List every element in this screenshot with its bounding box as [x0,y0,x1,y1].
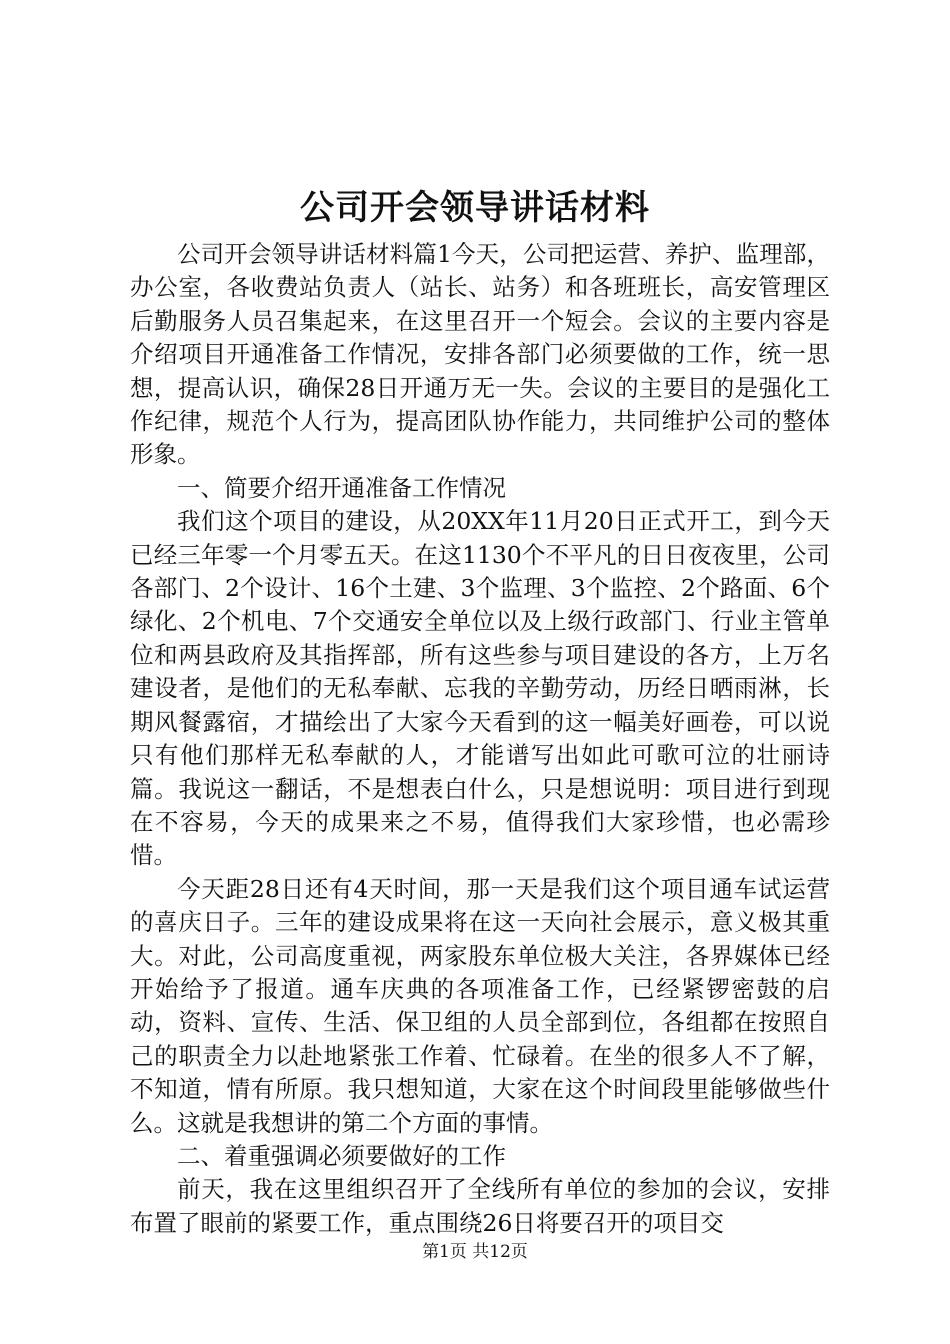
section-heading-1: 一、简要介绍开通准备工作情况 [177,473,506,502]
section-heading-2: 二、着重强调必须要做好的工作 [177,1141,506,1170]
document-body [130,238,830,1240]
paragraph-opening-prep: 今天距28日还有4天时间，那一天是我们这个项目通车试运营的喜庆日子。三年的建设成果将在这一天向社会展示，意义极其重大。对此，公司高度重视，两家股东单位极大关注，各界媒体已经开始给予了报道。通车庆典的各项准备工作，已经紧锣密鼓的启动，资料、宣传、生活、保卫组的人员全部到位，各组都在按照自己的职责全力以赴地紧张工作着、忙碌着。在坐的很多人不了解，不知道，情有所原。我只想知道，大家在这个时间段里能够做些什么。这就是我想讲的第二个方面的事情。 [130,874,830,1137]
paragraph-project-history: 我们这个项目的建设，从20XX年11月20日正式开工，到今天已经三年零一个月零五天。在这1130个不平凡的日日夜夜里，公司各部门、2个设计、16个土建、3个监理、3个监控、2个路面、6个绿化、2个机电、7个交通安全单位以及上级行政部门、行业主管单位和两县政府及其指挥部，所有这些参与项目建设的各方，上万名建设者，是他们的无私奉献、忘我的辛勤劳动，历经日晒雨淋，长期风餐露宿，才描绘出了大家今天看到的这一幅美好画卷，可以说只有他们那样无私奉献的人，才能谱写出如此可歌可泣的壮丽诗篇。我说这一翻话，不是想表白什么，只是想说明：项目进行到现在不容易，今天的成果来之不易，值得我们大家珍惜，也必需珍惜。 [130,507,830,870]
paragraph-intro: 公司开会领导讲话材料篇1今天，公司把运营、养护、监理部，办公室，各收费站负责人（站长、站务）和各班班长，高安管理区后勤服务人员召集起来，在这里召开一个短会。会议的主要内容是介绍项目开通准备工作情况，安排各部门必须要做的工作，统一思想，提高认识，确保28日开通万无一失。会议的主要目的是强化工作纪律，规范个人行为，提高团队协作能力，共同维护公司的整体形象。 [130,240,830,469]
page-number-footer: 第1页 共12页 [422,1242,528,1262]
paragraph-meeting-arrangement: 前天，我在这里组织召开了全线所有单位的参加的会议，安排布置了眼前的紧要工作，重点围绕26日将要召开的项目交 [130,1175,830,1237]
page-title: 公司开会领导讲话材料 [300,188,650,228]
